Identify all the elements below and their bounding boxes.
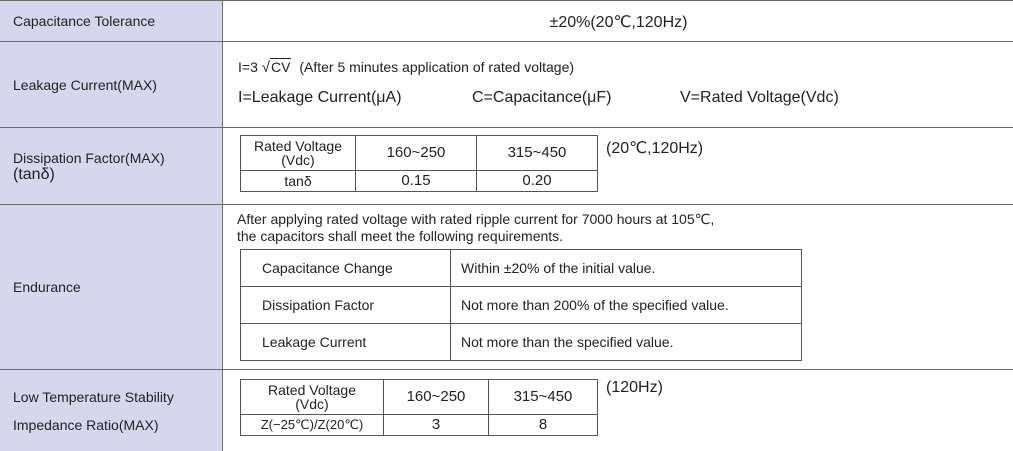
radicand: CV <box>270 59 291 75</box>
low-temp-table <box>240 379 598 436</box>
endurance-row <box>241 287 802 324</box>
row-low-temperature <box>0 370 1013 451</box>
dissipation-condition: (20℃,120Hz) <box>606 140 704 157</box>
low-temp-col2: 315~450 <box>489 380 598 415</box>
endurance-item-value: Not more than the specified value. <box>451 324 802 361</box>
low-temp-val1: 3 <box>384 415 489 436</box>
row-dissipation-factor <box>0 128 1013 205</box>
content-leakage-current <box>224 42 1013 127</box>
endurance-item-name: Capacitance Change <box>241 250 451 287</box>
endurance-item-name: Leakage Current <box>241 324 451 361</box>
label-low-temp-line2: Impedance Ratio(MAX) <box>13 416 159 433</box>
dissipation-val2: 0.20 <box>477 171 598 192</box>
dissipation-val1: 0.15 <box>356 171 477 192</box>
endurance-item-name: Dissipation Factor <box>241 287 451 324</box>
low-temp-condition: (120Hz) <box>606 379 663 396</box>
low-temp-header-rated-line1: Rated Voltage <box>268 382 356 398</box>
endurance-row <box>241 324 802 361</box>
low-temp-col1: 160~250 <box>384 380 489 415</box>
content-capacitance-tolerance <box>224 1 1013 41</box>
dissipation-col2: 315~450 <box>477 136 598 171</box>
label-leakage-current <box>0 42 223 127</box>
label-capacitance-tolerance <box>0 1 223 41</box>
low-temp-header-rated-line2: (Vdc) <box>295 396 329 412</box>
leakage-legend-i: I=Leakage Current(μA) <box>238 89 402 106</box>
leakage-formula <box>238 59 574 76</box>
label-leakage-current-text: Leakage Current(MAX) <box>13 76 157 93</box>
dissipation-row-label: tanδ <box>241 171 356 192</box>
row-endurance <box>0 205 1013 370</box>
dissipation-header-rated-line2: (Vdc) <box>281 152 315 168</box>
label-low-temp-line1: Low Temperature Stability <box>13 388 174 405</box>
sqrt-cv <box>262 59 292 76</box>
label-capacitance-tolerance-text: Capacitance Tolerance <box>13 13 156 29</box>
row-capacitance-tolerance <box>0 0 1013 42</box>
capacitance-tolerance-value: ±20%(20℃,120Hz) <box>549 14 688 31</box>
content-low-temperature <box>224 370 1013 451</box>
radical-sign: √ <box>261 59 270 76</box>
dissipation-col1: 160~250 <box>356 136 477 171</box>
leakage-formula-note: (After 5 minutes application of rated voltage) <box>299 59 575 75</box>
low-temp-val2: 8 <box>489 415 598 436</box>
leakage-formula-prefix: I=3 <box>238 59 258 75</box>
label-dissipation-factor <box>0 128 223 204</box>
low-temp-row-label: Z(−25℃)/Z(20℃) <box>241 415 384 436</box>
low-temp-header-rated <box>241 380 384 415</box>
dissipation-header-rated-line1: Rated Voltage <box>254 138 342 154</box>
endurance-row <box>241 250 802 287</box>
dissipation-header-rated <box>241 136 356 171</box>
leakage-legend-v: V=Rated Voltage(Vdc) <box>680 89 839 106</box>
endurance-intro-line1: After applying rated voltage with rated ripple current for 7000 hours at 105℃, <box>237 211 715 227</box>
row-leakage-current <box>0 42 1013 128</box>
endurance-intro-line2: the capacitors shall meet the following requirements. <box>237 228 564 244</box>
endurance-item-value: Within ±20% of the initial value. <box>451 250 802 287</box>
label-dissipation-line1: Dissipation Factor(MAX) <box>13 150 165 166</box>
label-dissipation-line2: (tanδ) <box>13 166 55 183</box>
label-endurance <box>0 205 223 369</box>
label-low-temperature <box>0 370 223 451</box>
label-endurance-text: Endurance <box>13 279 81 295</box>
dissipation-table <box>240 135 598 192</box>
leakage-legend-c: C=Capacitance(μF) <box>472 89 612 106</box>
endurance-item-value: Not more than 200% of the specified value. <box>451 287 802 324</box>
content-endurance <box>224 205 1013 369</box>
content-dissipation-factor <box>224 128 1013 204</box>
endurance-table <box>240 249 802 361</box>
